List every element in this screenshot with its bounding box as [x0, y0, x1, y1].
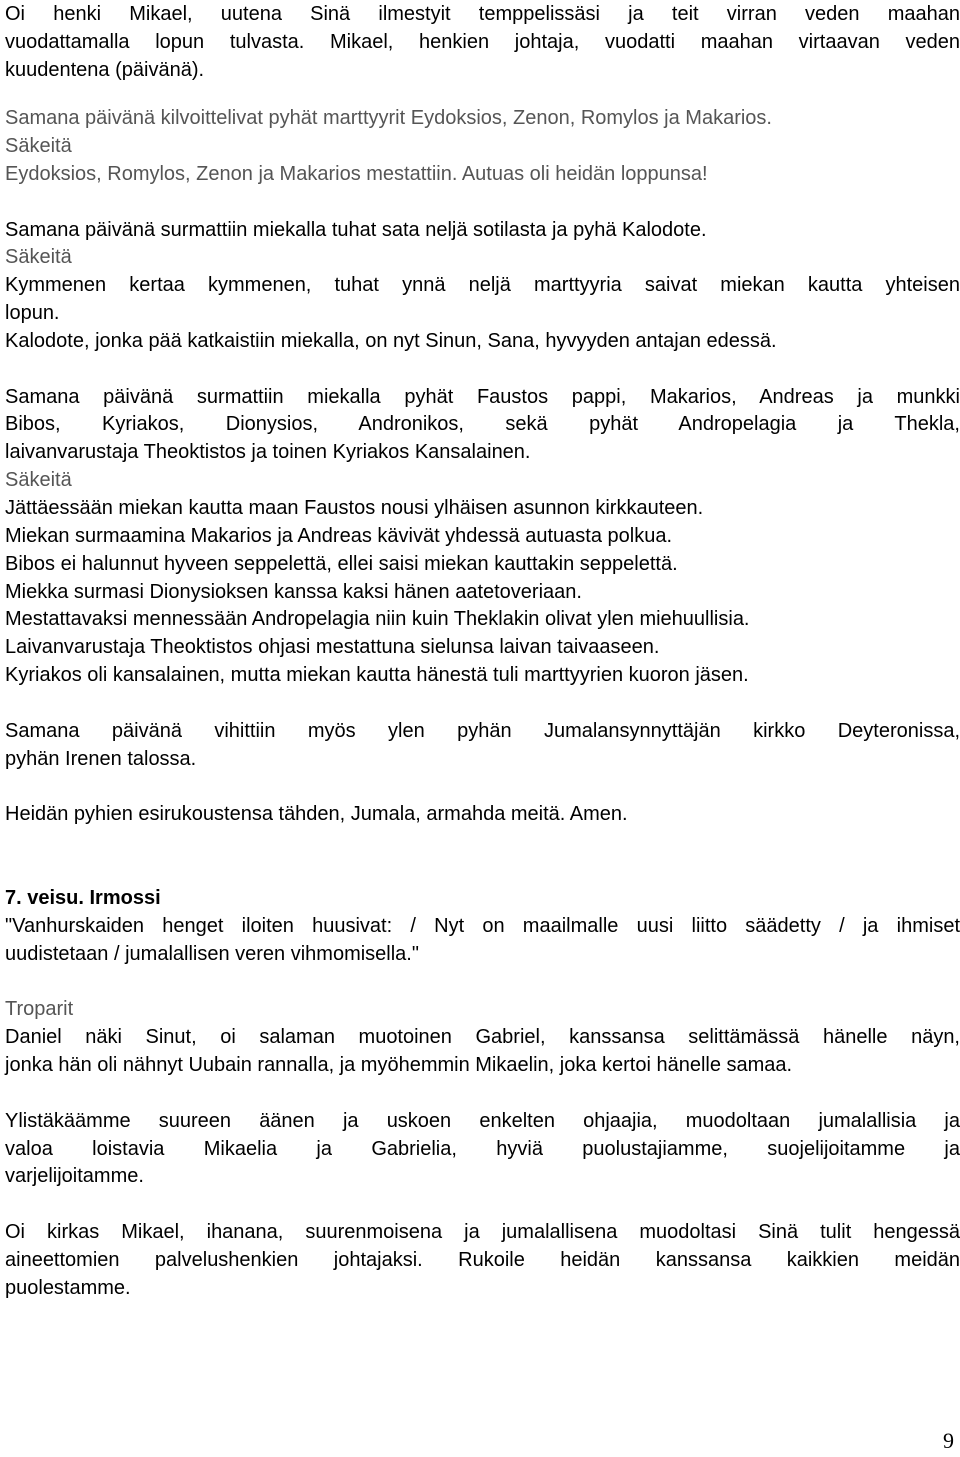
text-line: Daniel näki Sinut, oi salaman muotoinen Gabriel, kanssansa selittämässä hänelle näyn, [5, 1026, 960, 1048]
text-line: Bibos, Kyriakos, Dionysios, Andronikos, sekä pyhät Andropelagia ja Thekla, [5, 413, 960, 435]
text-line: Samana päivänä vihittiin myös ylen pyhän Jumalansynnyttäjän kirkko Deyteronissa, [5, 720, 960, 742]
text-line: Oi kirkas Mikael, ihanana, suurenmoisena ja jumalallisena muodoltasi Sinä tulit hengessä [5, 1221, 960, 1243]
page-number: 9 [943, 1428, 954, 1453]
text-line: valoa loistavia Mikaelia ja Gabrielia, hyviä puolustajiamme, suojelijoitamme ja [5, 1138, 960, 1160]
text-line: Heidän pyhien esirukoustensa tähden, Jumala, armahda meitä. Amen. [5, 803, 628, 825]
text-line: laivanvarustaja Theoktistos ja toinen Kyriakos Kansalainen. [5, 441, 531, 463]
verses-label: Säkeitä [5, 469, 72, 491]
text-line: Bibos ei halunnut hyveen seppelettä, ellei saisi miekan kauttakin seppelettä. [5, 553, 678, 575]
text-line: lopun. [5, 302, 60, 324]
text-line: "Vanhurskaiden henget iloiten huusivat: / Nyt on maailmalle uusi liitto säädetty / ja ihmiset [5, 915, 960, 937]
text-line: Oi henki Mikael, uutena Sinä ilmestyit temppelissäsi ja teit virran veden maahan [5, 3, 960, 25]
text-line: pyhän Irenen talossa. [5, 748, 197, 770]
text-line: Eydoksios, Romylos, Zenon ja Makarios mestattiin. Autuas oli heidän loppunsa! [5, 163, 708, 185]
text-line: puolestamme. [5, 1277, 131, 1299]
text-line: Kyriakos oli kansalainen, mutta miekan kautta hänestä tuli marttyyrien kuoron jäsen. [5, 664, 749, 686]
verses-label: Säkeitä [5, 135, 72, 157]
text-line: jonka hän oli nähnyt Uubain rannalla, ja myöhemmin Mikaelin, joka kertoi hänelle samaa. [5, 1054, 793, 1076]
section-heading: 7. veisu. Irmossi [5, 887, 161, 909]
text-line: Samana päivänä kilvoittelivat pyhät marttyyrit Eydoksios, Zenon, Romylos ja Makarios. [5, 107, 772, 129]
text-line: Kymmenen kertaa kymmenen, tuhat ynnä neljä marttyyria saivat miekan kautta yhteisen [5, 274, 960, 296]
text-line: Samana päivänä surmattiin miekalla pyhät Faustos pappi, Makarios, Andreas ja munkki [5, 386, 960, 408]
text-line: Jättäessään miekan kautta maan Faustos nousi ylhäisen asunnon kirkkauteen. [5, 497, 704, 519]
text-line: Mestattavaksi mennessään Andropelagia niin kuin Theklakin olivat ylen miehuullisia. [5, 608, 750, 630]
text-line: vuodattamalla lopun tulvasta. Mikael, henkien johtaja, vuodatti maahan virtaavan veden [5, 31, 960, 53]
verses-label: Säkeitä [5, 246, 72, 268]
text-line: Samana päivänä surmattiin miekalla tuhat sata neljä sotilasta ja pyhä Kalodote. [5, 219, 707, 241]
troparia-label: Troparit [5, 998, 74, 1020]
text-line: uudistetaan / jumalallisen veren vihmomisella." [5, 943, 419, 965]
text-line: Ylistäkäämme suureen äänen ja uskoen enkelten ohjaajia, muodoltaan jumalallisia ja [5, 1110, 960, 1132]
text-line: kuudentena (päivänä). [5, 59, 205, 81]
text-line: Kalodote, jonka pää katkaistiin miekalla, on nyt Sinun, Sana, hyvyyden antajan edessä. [5, 330, 777, 352]
text-line: Miekan surmaamina Makarios ja Andreas kävivät yhdessä autuasta polkua. [5, 525, 673, 547]
text-line: aineettomien palvelushenkien johtajaksi. Rukoile heidän kanssansa kaikkien meidän [5, 1249, 960, 1271]
text-line: Laivanvarustaja Theoktistos ohjasi mestattuna sielunsa laivan taivaaseen. [5, 636, 660, 658]
text-line: varjelijoitamme. [5, 1165, 144, 1187]
text-line: Miekka surmasi Dionysioksen kanssa kaksi hänen aatetoveriaan. [5, 581, 582, 603]
